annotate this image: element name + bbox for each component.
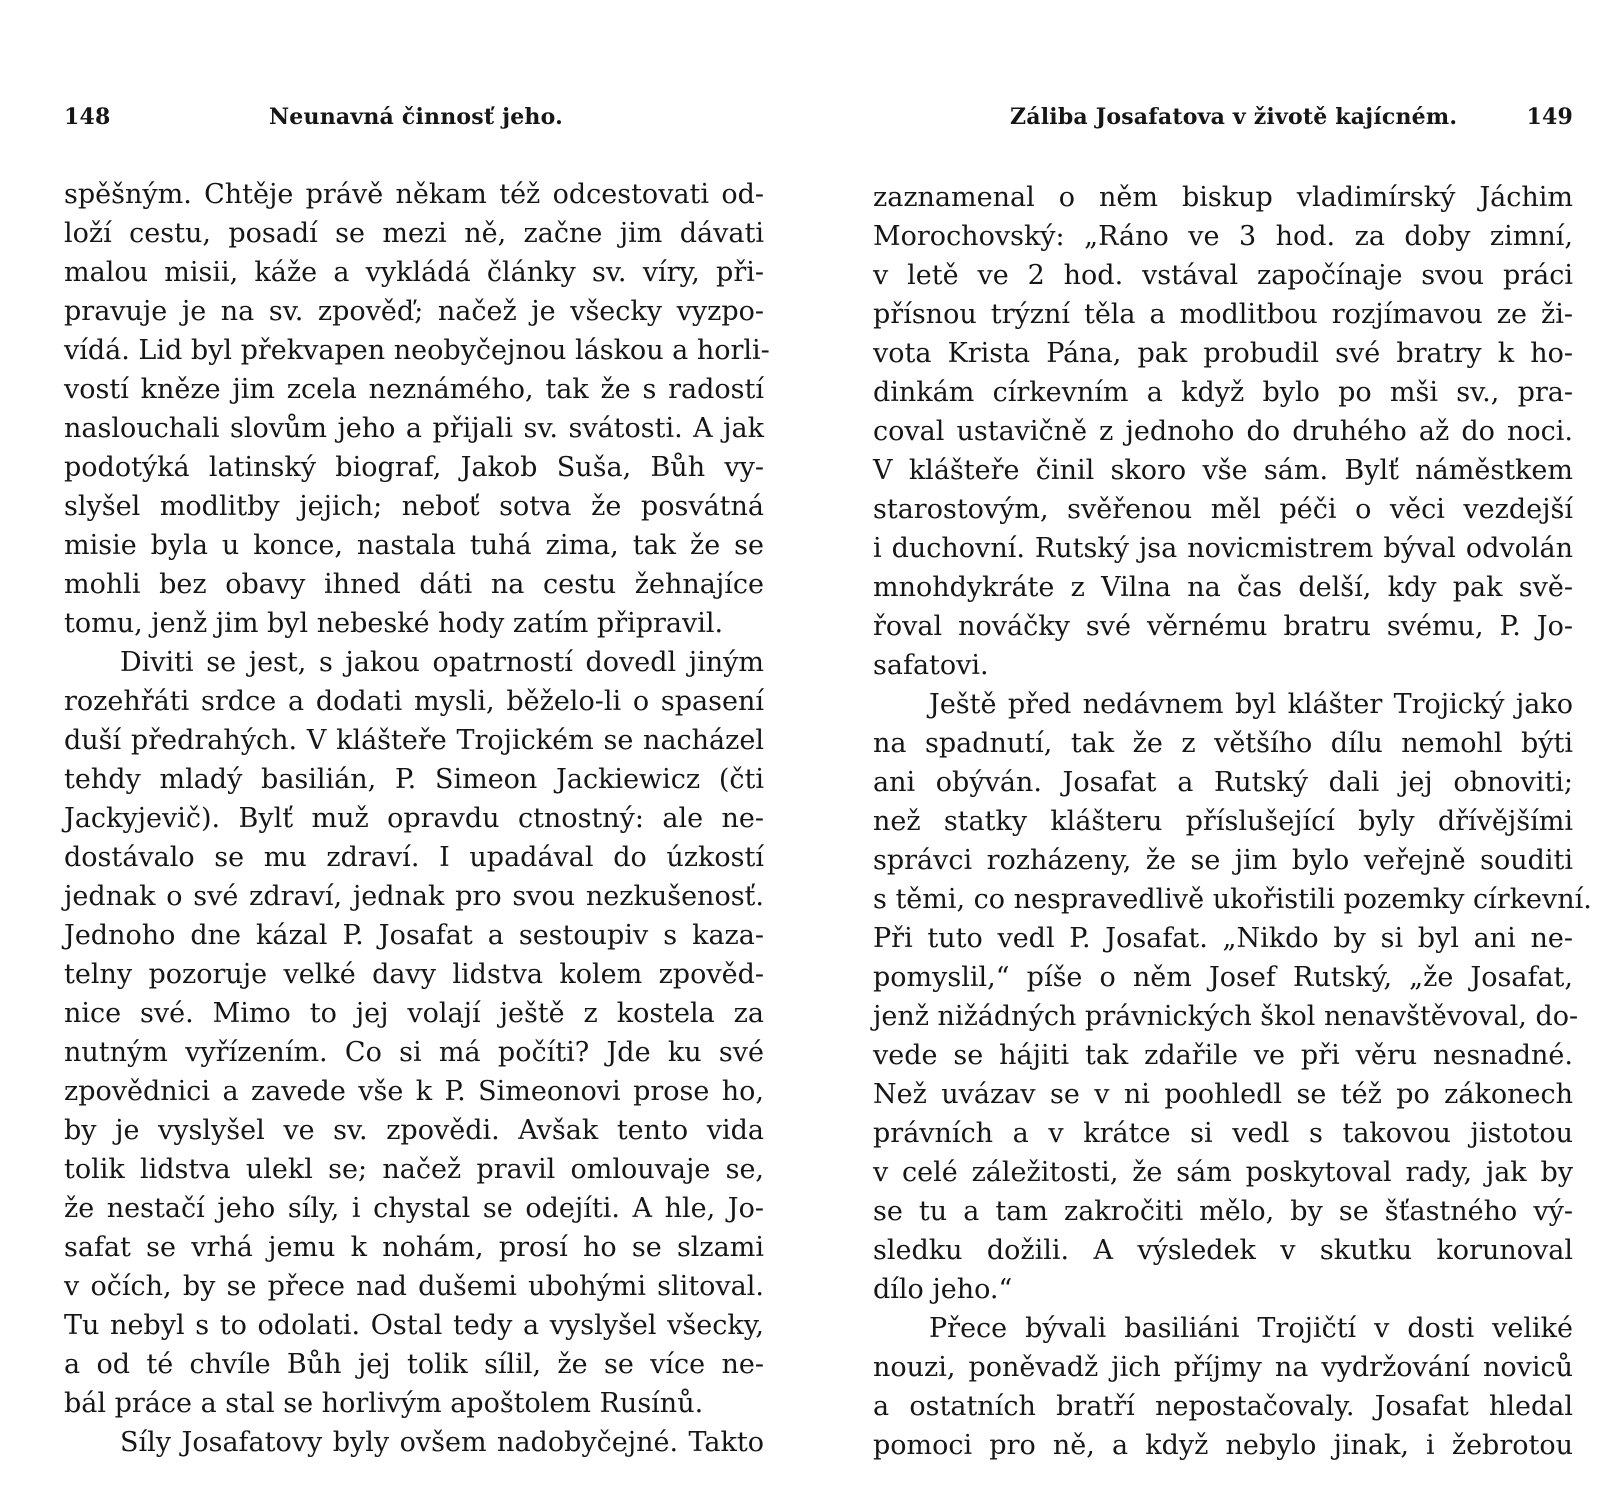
text-line: mnohdykráte z Vilna na čas delší, kdy pak svě- bbox=[873, 572, 1573, 603]
text-line: loží cestu, posadí se mezi ně, začne jim dávati bbox=[64, 218, 764, 249]
text-line: V klášteře činil skoro vše sám. Bylť náměstkem bbox=[873, 455, 1573, 486]
text-line: dostávalo se mu zdraví. I upadával do úzkostí bbox=[64, 842, 764, 873]
text-line: tomu, jenž jim byl nebeské hody zatím připravil. bbox=[64, 608, 724, 639]
text-line: Tu nebyl s to odolati. Ostal tedy a vyslyšel všecky, bbox=[64, 1310, 764, 1341]
text-line: telny pozoruje velké davy lidstva kolem zpověd- bbox=[64, 959, 764, 990]
text-line: zaznamenal o něm biskup vladimírský Jáchim bbox=[873, 182, 1573, 213]
text-line: Přece bývali basiliáni Trojičtí v dosti veliké bbox=[929, 1313, 1573, 1344]
right-page bbox=[873, 0, 1592, 1501]
text-line: slyšel modlitby jejich; neboť sotva že posvátná bbox=[64, 491, 764, 522]
text-line: než statky klášteru příslušející byly dřívějšími bbox=[873, 806, 1573, 837]
text-line: pomoci pro ně, a když nebylo jinak, i žebrotou bbox=[873, 1430, 1573, 1461]
text-line: správci rozházeny, že se jim bylo veřejně souditi bbox=[873, 845, 1573, 876]
text-line: se tu a tam zakročiti mělo, by se šťastného vý- bbox=[873, 1196, 1573, 1227]
text-line: naslouchali slovům jeho a přijali sv. svátosti. A jak bbox=[64, 413, 764, 444]
text-line: podotýká latinský biograf, Jakob Suša, Bůh vy- bbox=[64, 452, 764, 483]
text-line: starostovým, svěřenou měl péči o věci vezdejší bbox=[873, 494, 1573, 525]
text-line: Diviti se jest, s jakou opatrností dovedl jiným bbox=[120, 647, 764, 678]
text-line: že nestačí jeho síly, i chystal se odejíti. A hle, Jo- bbox=[64, 1193, 764, 1224]
text-line: sledku dožili. A výsledek v skutku korunoval bbox=[873, 1235, 1573, 1266]
text-line: duší předrahých. V klášteře Trojickém se nacházel bbox=[64, 725, 764, 756]
text-line: Síly Josafatovy byly ovšem nadobyčejné. Takto bbox=[120, 1427, 764, 1458]
text-line: tehdy mladý basilián, P. Simeon Jackiewicz (čti bbox=[64, 764, 764, 795]
right-running-head: Záliba Josafatova v životě kajícném. bbox=[1010, 104, 1458, 130]
text-line: malou misii, káže a vykládá články sv. víry, při- bbox=[64, 257, 764, 288]
text-line: dinkám církevním a když bylo po mši sv., pra- bbox=[873, 377, 1573, 408]
text-line: by je vyslyšel ve sv. zpovědi. Avšak tento vida bbox=[64, 1115, 764, 1146]
text-line: právních a v krátce si vedl s takovou jistotou bbox=[873, 1118, 1573, 1149]
text-line: bál práce a stal se horlivým apoštolem Rusínů. bbox=[64, 1388, 704, 1419]
text-line: pomyslil,“ píše o něm Josef Rutský, „že Josafat, bbox=[873, 962, 1573, 993]
left-page-header bbox=[64, 104, 764, 138]
text-line: safatovi. bbox=[873, 650, 989, 681]
text-line: safat se vrhá jemu k nohám, prosí ho se slzami bbox=[64, 1232, 764, 1263]
right-page-number: 149 bbox=[1526, 104, 1573, 130]
text-line: Než uvázav se v ni poohledl se též po zákonech bbox=[873, 1079, 1573, 1110]
text-line: vota Krista Pána, pak probudil své bratry k ho- bbox=[873, 338, 1573, 369]
text-line: coval ustavičně z jednoho do druhého až do noci. bbox=[873, 416, 1573, 447]
text-line: s těmi, co nespravedlivě ukořistili pozemky církevní. bbox=[873, 884, 1592, 915]
text-line: a od té chvíle Bůh jej tolik sílil, že se více ne- bbox=[64, 1349, 764, 1380]
text-line: v očích, by se přece nad dušemi ubohými slitoval. bbox=[64, 1271, 764, 1302]
text-line: nutným vyřízením. Co si má počíti? Jde ku své bbox=[64, 1037, 764, 1068]
text-line: vídá. Lid byl překvapen neobyčejnou láskou a horli- bbox=[64, 335, 770, 366]
text-line: řoval nováčky své věrnému bratru svému, P. Jo- bbox=[873, 611, 1573, 642]
text-line: Při tuto vedl P. Josafat. „Nikdo by si byl ani ne- bbox=[873, 923, 1573, 954]
text-line: rozehřáti srdce a dodati mysli, běželo-li o spasení bbox=[64, 686, 764, 717]
text-line: vostí kněze jim zcela neznámého, tak že s radostí bbox=[64, 374, 764, 405]
text-line: a ostatních bratří nepostačovaly. Josafat hledal bbox=[873, 1391, 1573, 1422]
text-line: nice své. Mimo to jej volají ještě z kostela za bbox=[64, 998, 764, 1029]
text-line: vede se hájiti tak zdařile ve při věru nesnadné. bbox=[873, 1040, 1573, 1071]
text-line: misie byla u konce, nastala tuhá zima, tak že se bbox=[64, 530, 764, 561]
text-line: i duchovní. Rutský jsa novicmistrem býval odvolán bbox=[873, 533, 1573, 564]
text-line: ani obýván. Josafat a Rutský dali jej obnoviti; bbox=[873, 767, 1573, 798]
text-line: dílo jeho.“ bbox=[873, 1274, 1013, 1305]
text-line: jednak o své zdraví, jednak pro svou nezkušenosť. bbox=[64, 881, 764, 912]
left-page-number: 148 bbox=[64, 104, 111, 130]
text-line: Jednoho dne kázal P. Josafat a sestoupiv s kaza- bbox=[64, 920, 764, 951]
text-line: Jackyjevič). Bylť muž opravdu ctnostný: ale ne- bbox=[64, 803, 764, 834]
text-line: jenž nižádných právnických škol nenavštěvoval, do- bbox=[873, 1001, 1579, 1032]
left-page bbox=[64, 0, 770, 1501]
left-running-head: Neunavná činnosť jeho. bbox=[269, 104, 563, 130]
text-line: přísnou trýzní těla a modlitbou rozjímavou ze ži- bbox=[873, 299, 1573, 330]
left-page-body bbox=[64, 175, 770, 1462]
text-line: v letě ve 2 hod. vstával započínaje svou práci bbox=[873, 260, 1573, 291]
text-line: Ještě před nedávnem byl klášter Trojický jako bbox=[929, 689, 1573, 720]
text-line: tolik lidstva ulekl se; načež pravil omlouvaje se, bbox=[64, 1154, 764, 1185]
text-line: v celé záležitosti, že sám poskytoval rady, jak by bbox=[873, 1157, 1573, 1188]
text-line: mohli bez obavy ihned dáti na cestu žehnajíce bbox=[64, 569, 764, 600]
text-line: nouzi, poněvadž jich příjmy na vydržování noviců bbox=[873, 1352, 1573, 1383]
right-page-header bbox=[873, 104, 1573, 138]
text-line: zpovědnici a zavede vše k P. Simeonovi prose ho, bbox=[64, 1076, 764, 1107]
text-line: na spadnutí, tak že z většího dílu nemohl býti bbox=[873, 728, 1573, 759]
text-line: pravuje je na sv. zpověď; načež je všecky vyzpo- bbox=[64, 296, 764, 327]
text-line: Morochovský: „Ráno ve 3 hod. za doby zimní, bbox=[873, 221, 1573, 252]
text-line: spěšným. Chtěje právě někam též odcestovati od- bbox=[64, 179, 764, 210]
right-page-body bbox=[873, 178, 1592, 1465]
